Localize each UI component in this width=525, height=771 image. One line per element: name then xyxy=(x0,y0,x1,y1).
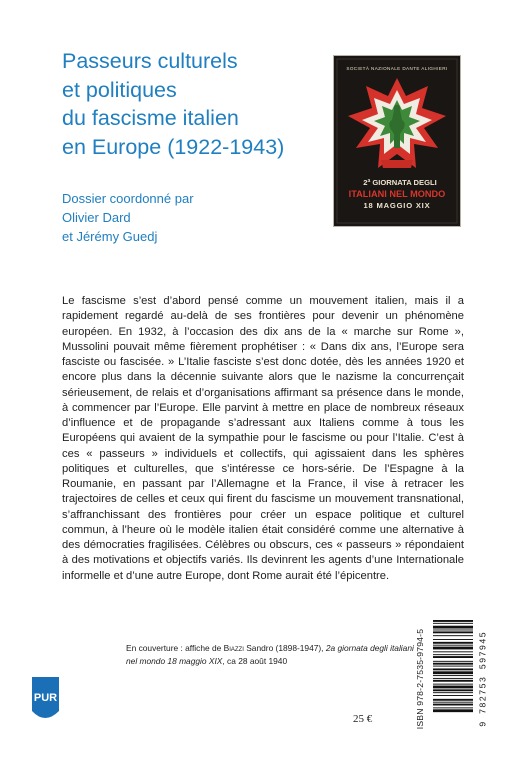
barcode-bar xyxy=(433,663,473,665)
editors-line: et Jérémy Guedj xyxy=(62,229,158,244)
cover-credit xyxy=(126,642,418,668)
barcode-bar xyxy=(433,692,473,693)
publisher-logo-text: PUR xyxy=(33,692,58,704)
barcode-bar xyxy=(433,678,473,679)
barcode-bar xyxy=(433,651,473,652)
credit-author: Biazzi xyxy=(223,643,244,653)
barcode-digits: 9 782753 597945 xyxy=(478,631,489,727)
price: 25 € xyxy=(353,713,373,725)
barcode-bar xyxy=(433,668,473,670)
barcode-bar xyxy=(433,702,473,703)
credit-work-title: 2a giornata degli italiani nel mondo 18 maggio XIX xyxy=(126,643,414,666)
barcode-bar xyxy=(433,689,473,691)
barcode-bar xyxy=(433,647,473,650)
barcode-bar xyxy=(433,675,473,676)
editors-credit xyxy=(62,189,194,246)
barcode-bar xyxy=(433,639,473,640)
poster-top-text: SOCIETÀ NAZIONALE DANTE ALIGHIERI xyxy=(346,66,448,71)
barcode-bar xyxy=(433,695,473,696)
barcode-bar xyxy=(433,704,473,706)
barcode-bar xyxy=(433,656,473,658)
barcode-bar xyxy=(433,645,473,646)
title-line: du fascisme italien xyxy=(62,106,239,130)
poster-line-2: ITALIANI NEL MONDO xyxy=(348,189,446,199)
credit-suffix: , ca 28 août 1940 xyxy=(222,656,288,666)
barcode-bar xyxy=(433,623,473,624)
barcode-bar xyxy=(433,635,473,636)
book-title xyxy=(62,47,332,161)
barcode-bar xyxy=(433,707,473,708)
barcode-bar xyxy=(433,684,473,685)
barcode-bar xyxy=(433,654,473,655)
barcode-bar xyxy=(433,686,473,689)
barcode-bar xyxy=(433,671,473,674)
title-line: en Europe (1922-1943) xyxy=(62,134,285,159)
poster-line-3: 18 MAGGIO XIX xyxy=(363,201,431,210)
barcode-bar xyxy=(433,642,473,644)
poster-line-1: 2ª GIORNATA DEGLI xyxy=(363,178,437,187)
barcode-bar xyxy=(433,626,473,629)
back-cover-blurb: Le fascisme s’est d’abord pensé comme un mouvement italien, mais il a rapidement regardé au-delà de ses frontières pour devenir un phénomène européen. En 1932, à l’occasion des dix ans de la « marche sur Rome », Mussolini pouvait même fièrement prophétiser : « Dans dix ans, l’Europe sera fasciste ou fascisée. » L’Italie fasciste s’est donc dotée, dès les années 1920 et encore plus dans la décennie suivante alors que le nazisme la concurrençait sérieusement, de relais et d’organisations affirmant sa présence dans le monde, à commencer par l’Europe. Elle parvint à mettre en place de nombreux réseaux d’influence et de propagande s’adressant aux Italiens comme à tous les Européens qui avaient de la sympathie pour le fascisme ou pour l’Italie. C’est à ces « passeurs » individuels et collectifs, qui agissaient dans les sphères politiques et culturelles, que s’intéresse ce hors-série. De l’Espagne à la Roumanie, en passant par l’Allemagne et la France, il vise à retracer les trajectoires de celles et ceux qui firent du fascisme un mouvement transnational, s’affranchissant des frontières pour créer un espace politique et culturel commun, à l’heure où le modèle italien était considéré comme une alternative à des démocraties fragilisées. Célèbres ou obscurs, ces « passeurs » répondaient à des motivations et objectifs variés. Ils devinrent les agents d’une Internationale informelle et d’une autre Europe, dont Rome aurait été l’épicentre. xyxy=(62,295,464,582)
isbn-label: ISBN 978-2-7535-9794-5 xyxy=(415,628,425,730)
barcode-bar xyxy=(433,661,473,662)
barcode-bar xyxy=(433,699,473,701)
barcode-bar xyxy=(433,680,473,682)
editors-line: Olivier Dard xyxy=(62,210,131,225)
credit-author-rest: Sandro (1898-1947), xyxy=(243,643,326,653)
publisher-logo xyxy=(32,677,59,725)
barcode-bar xyxy=(433,620,473,622)
editors-line: Dossier coordonné par xyxy=(62,191,194,206)
title-line: et politiques xyxy=(62,77,177,102)
barcode-bar xyxy=(433,709,473,712)
barcode-bar xyxy=(433,630,473,631)
barcode-image xyxy=(425,618,477,739)
barcode-bar xyxy=(433,631,473,633)
barcode-bar xyxy=(433,666,473,667)
credit-prefix: En couverture : affiche de xyxy=(126,643,224,653)
cover-poster-image xyxy=(334,56,460,226)
title-line: Passeurs culturels xyxy=(62,49,238,73)
